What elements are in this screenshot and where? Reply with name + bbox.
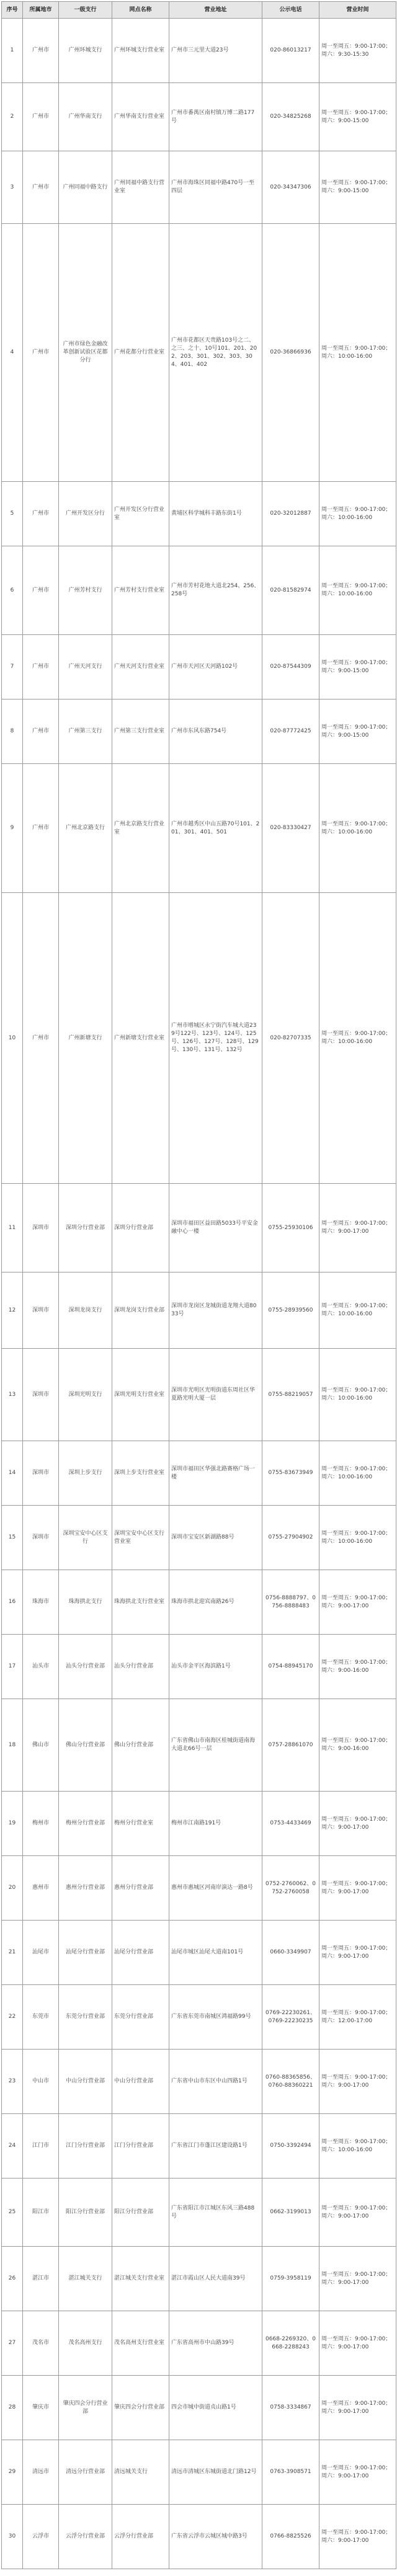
row-branch: 深圳分行营业部 xyxy=(59,1184,112,1272)
row-branch: 佛山分行营业部 xyxy=(59,1699,112,1792)
row-hours: 周一至周五：9:00-17:00；周六：10:00-16:00 xyxy=(319,1349,396,1441)
row-city: 清远市 xyxy=(23,2440,59,2505)
row-branch: 中山分行营业部 xyxy=(59,2050,112,2114)
row-hours: 周一至周五：9:00-17:00；周六：10:00-16:00 xyxy=(319,224,396,482)
row-branch: 广州市绿色金融改革创新试验区花都分行 xyxy=(59,224,112,482)
row-hours: 周一至周五：9:00-17:00；周六：9:00-15:00 xyxy=(319,635,396,700)
row-hours: 周一至周五：9:00-17:00；周六：9:00-17:00 xyxy=(319,2505,396,2569)
row-city: 广州市 xyxy=(23,482,59,546)
table-row xyxy=(2,83,396,151)
row-no: 17 xyxy=(2,1635,23,1699)
table-row xyxy=(2,1272,396,1349)
row-address: 广东省云浮市云城区城中路3号 xyxy=(169,2505,262,2569)
row-address: 深圳市光明区光明街道东周社区华夏路光明大厦一层 xyxy=(169,1349,262,1441)
row-address: 清远市清城区东城街道北门路12号 xyxy=(169,2440,262,2505)
row-no: 10 xyxy=(2,893,23,1184)
row-phone: 0766-8825526 xyxy=(262,2505,319,2569)
table-row xyxy=(2,764,396,893)
row-outlet: 云浮分行营业部 xyxy=(112,2505,169,2569)
row-address: 梅州市江南路191号 xyxy=(169,1792,262,1856)
row-city: 广州市 xyxy=(23,224,59,482)
row-branch: 阳江分行营业部 xyxy=(59,2178,112,2247)
row-branch: 云浮分行营业部 xyxy=(59,2505,112,2569)
row-address: 黄埔区科学城科丰路东街1号 xyxy=(169,482,262,546)
row-branch: 深圳宝安中心区支行 xyxy=(59,1506,112,1570)
row-no: 18 xyxy=(2,1699,23,1792)
row-outlet: 广州华南支行营业室 xyxy=(112,83,169,151)
row-city: 广州市 xyxy=(23,764,59,893)
row-no: 1 xyxy=(2,19,23,83)
row-outlet: 深圳宝安中心区支行营业室 xyxy=(112,1506,169,1570)
row-hours: 周一至周五：9:00-17:00；周六：9:00-17:00 xyxy=(319,2376,396,2440)
row-hours: 周一至周五：9:00-17:00；周六：10:00-16:00 xyxy=(319,1441,396,1506)
table-row xyxy=(2,2114,396,2178)
row-phone: 020-83330427 xyxy=(262,764,319,893)
row-city: 东莞市 xyxy=(23,1985,59,2050)
row-hours: 周一至周五：9:00-17:00；周六：9:00-17:00 xyxy=(319,1184,396,1272)
row-address: 广东省阳江市江城区东风三路488号 xyxy=(169,2178,262,2247)
row-branch: 江门分行营业部 xyxy=(59,2114,112,2178)
row-no: 6 xyxy=(2,546,23,635)
row-city: 阳江市 xyxy=(23,2178,59,2247)
row-city: 深圳市 xyxy=(23,1349,59,1441)
row-city: 深圳市 xyxy=(23,1441,59,1506)
row-hours: 周一至周五：9:00-17:00；周六：9:00-17:00 xyxy=(319,1792,396,1856)
row-outlet: 广州环城支行营业室 xyxy=(112,19,169,83)
row-phone: 0752-2760062、0752-2760058 xyxy=(262,1856,319,1921)
row-branch: 深圳龙岗支行 xyxy=(59,1272,112,1349)
row-city: 梅州市 xyxy=(23,1792,59,1856)
table-row xyxy=(2,1921,396,1985)
table-header-row xyxy=(2,2,396,19)
table-row xyxy=(2,1184,396,1272)
row-hours: 周一至周五：9:00-17:00；周六：10:00-16:00 xyxy=(319,893,396,1184)
row-branch: 东莞分行营业部 xyxy=(59,1985,112,2050)
row-hours: 周一至周五：9:00-17:00；周六：9:00-17:00 xyxy=(319,2247,396,2311)
row-outlet: 广州天河支行营业室 xyxy=(112,635,169,700)
row-city: 云浮市 xyxy=(23,2505,59,2569)
row-branch: 广州开发区分行 xyxy=(59,482,112,546)
row-city: 广州市 xyxy=(23,635,59,700)
table-row xyxy=(2,2247,396,2311)
row-address: 广州市海珠区同福中路470号一至四层 xyxy=(169,151,262,224)
row-city: 佛山市 xyxy=(23,1699,59,1792)
row-no: 12 xyxy=(2,1272,23,1349)
table-row xyxy=(2,2440,396,2505)
row-outlet: 汕头分行营业部 xyxy=(112,1635,169,1699)
row-outlet: 深圳光明支行营业室 xyxy=(112,1349,169,1441)
header-outlet: 网点名称 xyxy=(112,2,169,19)
row-city: 广州市 xyxy=(23,19,59,83)
row-branch: 肇庆四会分行营业部 xyxy=(59,2376,112,2440)
row-address: 广州市天河区天河路102号 xyxy=(169,635,262,700)
header-city: 所属地市 xyxy=(23,2,59,19)
row-city: 肇庆市 xyxy=(23,2376,59,2440)
table-row xyxy=(2,893,396,1184)
row-phone: 0769-22230261、0769-22230235 xyxy=(262,1985,319,2050)
table-row xyxy=(2,19,396,83)
row-city: 茂名市 xyxy=(23,2311,59,2376)
row-phone: 0759-3958119 xyxy=(262,2247,319,2311)
row-address: 广州市增城区永宁街汽车城大道239号122号、123号、124号、125号、126号、127号、128号、129号、130号、131号、132号 xyxy=(169,893,262,1184)
table-row xyxy=(2,546,396,635)
row-no: 26 xyxy=(2,2247,23,2311)
row-address: 广州市花都区天贵路103号之二、之三、之十、10号101、201、202、203、301、302、303、304、401、402 xyxy=(169,224,262,482)
row-hours: 周一至周五：9:00-17:00；周六：9:00-15:00 xyxy=(319,83,396,151)
row-address: 深圳市龙岗区龙城街道龙翔大道8033号 xyxy=(169,1272,262,1349)
row-phone: 020-82707335 xyxy=(262,893,319,1184)
row-address: 惠州市惠城区河南岸演达一路8号 xyxy=(169,1856,262,1921)
row-branch: 汕尾分行营业部 xyxy=(59,1921,112,1985)
header-no: 序号 xyxy=(2,2,23,19)
row-outlet: 广州芳村支行营业室 xyxy=(112,546,169,635)
row-no: 28 xyxy=(2,2376,23,2440)
row-hours: 周一至周五：9:00-17:00；周六：12:00-17:00 xyxy=(319,1985,396,2050)
row-phone: 0756-8888797、0756-8888483 xyxy=(262,1570,319,1635)
row-branch: 清远分行营业部 xyxy=(59,2440,112,2505)
row-no: 8 xyxy=(2,700,23,764)
row-city: 广州市 xyxy=(23,546,59,635)
row-no: 22 xyxy=(2,1985,23,2050)
row-address: 广东省高州市中山路39号 xyxy=(169,2311,262,2376)
row-phone: 0763-3908571 xyxy=(262,2440,319,2505)
row-address: 广东省江门市蓬江区建设路1号 xyxy=(169,2114,262,2178)
table-row xyxy=(2,1635,396,1699)
table-row xyxy=(2,1856,396,1921)
row-outlet: 深圳龙岗支行营业部 xyxy=(112,1272,169,1349)
row-phone: 0668-2269320、0668-2288243 xyxy=(262,2311,319,2376)
row-hours: 周一至周五：9:00-17:00；周六：9:00-17:00 xyxy=(319,2440,396,2505)
row-outlet: 广州新塘支行营业室 xyxy=(112,893,169,1184)
row-outlet: 茂名高州支行营业室 xyxy=(112,2311,169,2376)
row-no: 25 xyxy=(2,2178,23,2247)
row-phone: 0753-4433469 xyxy=(262,1792,319,1856)
row-no: 24 xyxy=(2,2114,23,2178)
row-outlet: 佛山分行营业部 xyxy=(112,1699,169,1792)
row-phone: 020-86013217 xyxy=(262,19,319,83)
row-outlet: 梅州分行营业室 xyxy=(112,1792,169,1856)
row-city: 广州市 xyxy=(23,151,59,224)
row-no: 5 xyxy=(2,482,23,546)
row-hours: 周一至周五：9:00-17:00；周六：9:00-17:00 xyxy=(319,2050,396,2114)
row-no: 3 xyxy=(2,151,23,224)
row-phone: 020-87772425 xyxy=(262,700,319,764)
row-address: 深圳市福田区华强北路赛格广场一楼 xyxy=(169,1441,262,1506)
row-no: 15 xyxy=(2,1506,23,1570)
row-phone: 020-34825268 xyxy=(262,83,319,151)
row-phone: 0758-3334867 xyxy=(262,2376,319,2440)
row-address: 四会市城中街道贞山路1号 xyxy=(169,2376,262,2440)
row-city: 汕尾市 xyxy=(23,1921,59,1985)
table-row xyxy=(2,700,396,764)
row-address: 珠海市拱北迎宾南路26号 xyxy=(169,1570,262,1635)
row-branch: 惠州分行营业部 xyxy=(59,1856,112,1921)
row-city: 湛江市 xyxy=(23,2247,59,2311)
table-row xyxy=(2,1349,396,1441)
row-city: 江门市 xyxy=(23,2114,59,2178)
row-address: 广州市芳村花地大道北254、256、258号 xyxy=(169,546,262,635)
row-outlet: 湛江城关支行营业室 xyxy=(112,2247,169,2311)
row-branch: 梅州分行营业部 xyxy=(59,1792,112,1856)
row-address: 湛江市霞山区人民大道南39号 xyxy=(169,2247,262,2311)
row-phone: 020-34347306 xyxy=(262,151,319,224)
row-hours: 周一至周五：9:00-17:00；周六：9:00-17:00 xyxy=(319,2178,396,2247)
table-row xyxy=(2,2050,396,2114)
row-address: 广州市三元里大道23号 xyxy=(169,19,262,83)
row-address: 广州市越秀区中山五路70号101、201、301、401、501 xyxy=(169,764,262,893)
row-phone: 0755-28939560 xyxy=(262,1272,319,1349)
row-address: 广东省东莞市南城区鸿福路99号 xyxy=(169,1985,262,2050)
row-no: 16 xyxy=(2,1570,23,1635)
row-no: 19 xyxy=(2,1792,23,1856)
table-row xyxy=(2,151,396,224)
row-hours: 周一至周五：9:00-17:00；周六：9:00-17:00 xyxy=(319,1856,396,1921)
row-city: 珠海市 xyxy=(23,1570,59,1635)
row-no: 13 xyxy=(2,1349,23,1441)
row-outlet: 东莞分行营业部 xyxy=(112,1985,169,2050)
row-phone: 020-32012887 xyxy=(262,482,319,546)
row-address: 深圳市宝安区新湖路88号 xyxy=(169,1506,262,1570)
row-outlet: 江门分行营业部 xyxy=(112,2114,169,2178)
row-phone: 020-81582974 xyxy=(262,546,319,635)
row-branch: 湛江城关支行 xyxy=(59,2247,112,2311)
row-no: 27 xyxy=(2,2311,23,2376)
row-hours: 周一至周五：9:00-17:00；周六：9:00-17:00 xyxy=(319,1570,396,1635)
row-city: 广州市 xyxy=(23,893,59,1184)
row-outlet: 广州开发区分行营业室 xyxy=(112,482,169,546)
row-address: 广州市番禺区南村镇万博二路177号 xyxy=(169,83,262,151)
row-address: 汕头市金平区海滨路1号 xyxy=(169,1635,262,1699)
row-city: 中山市 xyxy=(23,2050,59,2114)
row-branch: 广州北京路支行 xyxy=(59,764,112,893)
row-branch: 深圳上步支行 xyxy=(59,1441,112,1506)
row-city: 汕头市 xyxy=(23,1635,59,1699)
row-no: 9 xyxy=(2,764,23,893)
row-city: 深圳市 xyxy=(23,1184,59,1272)
row-hours: 周一至周五：9:00-17:00；周六：9:00-15:00 xyxy=(319,700,396,764)
table-body xyxy=(2,19,396,2569)
header-address: 营业地址 xyxy=(169,2,262,19)
row-hours: 周一至周五：9:00-17:00；周六：9:30-15:30 xyxy=(319,19,396,83)
row-phone: 0662-3199013 xyxy=(262,2178,319,2247)
row-outlet: 汕尾分行营业部 xyxy=(112,1921,169,1985)
branch-table xyxy=(1,1,396,2569)
table-row xyxy=(2,635,396,700)
row-branch: 广州同福中路支行 xyxy=(59,151,112,224)
row-phone: 0750-3392494 xyxy=(262,2114,319,2178)
row-no: 11 xyxy=(2,1184,23,1272)
row-phone: 0760-88365856、0760-88360221 xyxy=(262,2050,319,2114)
table-row xyxy=(2,1570,396,1635)
row-hours: 周一至周五：9:00-17:00；周六：9:00-16:00 xyxy=(319,1699,396,1792)
row-branch: 茂名高州支行 xyxy=(59,2311,112,2376)
row-city: 广州市 xyxy=(23,700,59,764)
row-no: 14 xyxy=(2,1441,23,1506)
row-outlet: 阳江分行营业部 xyxy=(112,2178,169,2247)
row-no: 7 xyxy=(2,635,23,700)
row-city: 深圳市 xyxy=(23,1506,59,1570)
row-address: 广州市东风东路754号 xyxy=(169,700,262,764)
table-row xyxy=(2,482,396,546)
table-row xyxy=(2,224,396,482)
row-city: 深圳市 xyxy=(23,1272,59,1349)
row-city: 惠州市 xyxy=(23,1856,59,1921)
row-no: 2 xyxy=(2,83,23,151)
header-branch: 一级支行 xyxy=(59,2,112,19)
row-address: 广东省佛山市南海区桂城街道南海大道北66号一层 xyxy=(169,1699,262,1792)
row-phone: 0755-83673949 xyxy=(262,1441,319,1506)
table-row xyxy=(2,1441,396,1506)
row-outlet: 广州花都分行营业室 xyxy=(112,224,169,482)
row-outlet: 深圳上步支行营业室 xyxy=(112,1441,169,1506)
row-no: 29 xyxy=(2,2440,23,2505)
row-outlet: 珠海拱北支行营业室 xyxy=(112,1570,169,1635)
row-address: 汕尾市城区汕尾大道南101号 xyxy=(169,1921,262,1985)
row-city: 广州市 xyxy=(23,83,59,151)
table-row xyxy=(2,1985,396,2050)
table-row xyxy=(2,1699,396,1792)
row-no: 30 xyxy=(2,2505,23,2569)
row-hours: 周一至周五：9:00-17:00；周六：10:00-16:00 xyxy=(319,2114,396,2178)
row-hours: 周一至周五：9:00-17:00；周六：9:00-16:00 xyxy=(319,1635,396,1699)
row-outlet: 深圳分行营业部 xyxy=(112,1184,169,1272)
row-phone: 0660-3349907 xyxy=(262,1921,319,1985)
row-branch: 广州环城支行 xyxy=(59,19,112,83)
row-address: 深圳市福田区益田路5033号平安金融中心一楼 xyxy=(169,1184,262,1272)
header-hours: 营业时间 xyxy=(319,2,396,19)
row-phone: 020-87544309 xyxy=(262,635,319,700)
row-branch: 广州新塘支行 xyxy=(59,893,112,1184)
row-branch: 广州芳村支行 xyxy=(59,546,112,635)
row-no: 4 xyxy=(2,224,23,482)
table-row xyxy=(2,1506,396,1570)
row-branch: 珠海拱北支行 xyxy=(59,1570,112,1635)
header-phone: 公示电话 xyxy=(262,2,319,19)
row-outlet: 中山分行营业部 xyxy=(112,2050,169,2114)
row-hours: 周一至周五：9:00-17:00；周六：10:00-16:00 xyxy=(319,546,396,635)
row-outlet: 肇庆四会分行营业部 xyxy=(112,2376,169,2440)
table-row xyxy=(2,2376,396,2440)
table-row xyxy=(2,2311,396,2376)
row-no: 23 xyxy=(2,2050,23,2114)
row-phone: 0754-88945170 xyxy=(262,1635,319,1699)
row-outlet: 清远城关支行 xyxy=(112,2440,169,2505)
row-hours: 周一至周五：9:00-17:00；周六：10:00-16:00 xyxy=(319,1506,396,1570)
row-hours: 周一至周五：9:00-17:00；周六：9:00-17:00 xyxy=(319,1921,396,1985)
row-branch: 广州华南支行 xyxy=(59,83,112,151)
row-outlet: 广州同福中路支行营业室 xyxy=(112,151,169,224)
row-hours: 周一至周五：9:00-17:00；周六：10:00-16:00 xyxy=(319,764,396,893)
row-branch: 广州第三支行 xyxy=(59,700,112,764)
row-phone: 0757-28861070 xyxy=(262,1699,319,1792)
row-branch: 广州天河支行 xyxy=(59,635,112,700)
row-hours: 周一至周五：9:00-17:00；周六：9:00-15:00 xyxy=(319,151,396,224)
row-outlet: 广州北京路支行营业室 xyxy=(112,764,169,893)
row-branch: 深圳光明支行 xyxy=(59,1349,112,1441)
row-phone: 020-36866936 xyxy=(262,224,319,482)
row-hours: 周一至周五：9:00-17:00；周六：9:00-17:00 xyxy=(319,2311,396,2376)
row-outlet: 广州第三支行营业室 xyxy=(112,700,169,764)
table-row xyxy=(2,2505,396,2569)
table-row xyxy=(2,2178,396,2247)
row-address: 广东省中山市东区中山四路1号 xyxy=(169,2050,262,2114)
row-hours: 周一至周五：9:00-17:00；周六：10:00-16:00 xyxy=(319,482,396,546)
row-phone: 0755-25930106 xyxy=(262,1184,319,1272)
row-no: 20 xyxy=(2,1856,23,1921)
row-hours: 周一至周五：9:00-17:00；周六：10:00-16:00 xyxy=(319,1272,396,1349)
table-row xyxy=(2,1792,396,1856)
row-phone: 0755-88219057 xyxy=(262,1349,319,1441)
row-outlet: 惠州分行营业部 xyxy=(112,1856,169,1921)
row-no: 21 xyxy=(2,1921,23,1985)
row-phone: 0755-27904902 xyxy=(262,1506,319,1570)
row-branch: 汕头分行营业部 xyxy=(59,1635,112,1699)
